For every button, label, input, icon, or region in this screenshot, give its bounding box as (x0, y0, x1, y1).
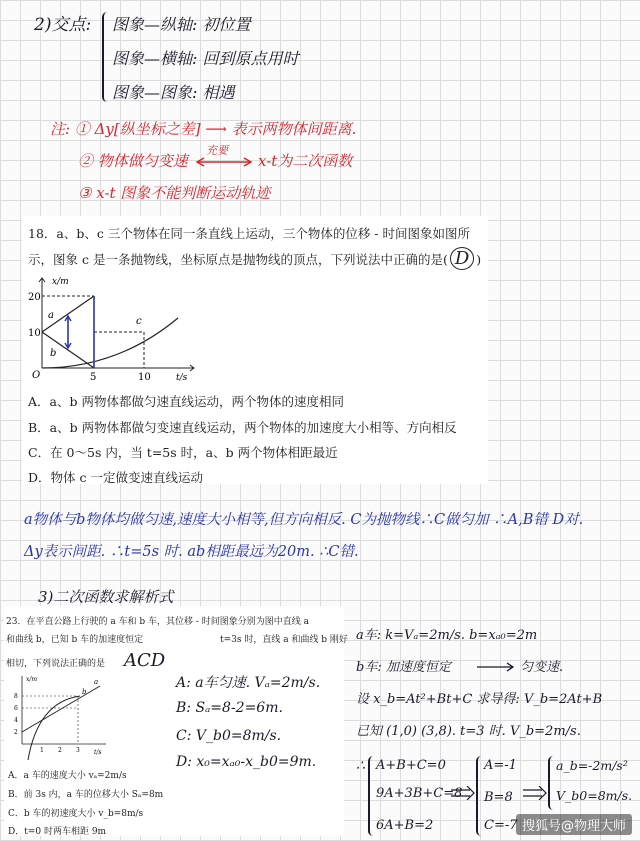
q18-option-b: B．a、b 两物体都做匀变速直线运动，两个物体的加速度大小相等、方向相反 (28, 420, 457, 435)
q23-system-eq-1: A+B+C=0 (376, 758, 446, 773)
q23-right-l4: 已知 (1,0) (3,8). t=3 时. V_b=2m/s. (356, 724, 581, 739)
q23-option-d: D．t=0 时两车相距 9m (8, 827, 107, 837)
watermark: 搜狐号@物理大师 (516, 814, 632, 835)
q18-xt-graph (28, 272, 200, 384)
red-note-3: ③ x-t 图象不能判断运动轨迹 (78, 184, 271, 202)
q23-stem-line-2: 和曲线 b，已知 b 车的加速度恒定 (6, 635, 144, 645)
q18-stem-line-2 (28, 248, 481, 269)
q18-option-c: C．在 0～5s 内，当 t=5s 时，a、b 两个物体相距最近 (28, 445, 338, 460)
q18-xtick-10: 10 (138, 372, 151, 383)
q23-ytick-2: 2 (14, 729, 18, 736)
q18-ytick-20: 20 (28, 292, 41, 303)
q23-system-eq-2: 9A+3B+C=8 (376, 786, 463, 801)
q23-final-accel: a_b=-2m/s² (556, 758, 628, 773)
q23-therefore: ∴ (356, 758, 365, 774)
q23-work-d: D: x₀=xₐ₀-x_b0=9m. (176, 754, 317, 770)
q23-option-c: C．b 车的初速度大小 v_b=8m/s (8, 809, 144, 819)
q18-option-d: D．物体 c 一定做变速直线运动 (28, 470, 203, 485)
note-line-1: 图象—纵轴: 初位置 (112, 15, 251, 34)
q23-implies-arrow-2 (522, 786, 548, 800)
q23-ytick-8: 8 (14, 693, 18, 700)
q23-label-a: a (94, 678, 99, 686)
q23-ytick-4: 4 (14, 717, 18, 724)
intersection-label: 2)交点: (34, 15, 92, 35)
q18-stem-end: ) (476, 252, 482, 267)
red-note-1: 注: ① Δy[纵坐标之差] ⟶ 表示两物体间距离. (50, 120, 357, 138)
q23-work-a: A: a车匀速. Vₐ=2m/s. (176, 675, 321, 691)
q23-system-eq-3: 6A+B=2 (376, 818, 434, 833)
q18-analysis-1: a物体与b物体均做匀速,速度大小相等,但方向相反. C为抛物线∴C做匀加 ∴A,B错 D对. (24, 512, 584, 528)
q18-origin: O (32, 370, 41, 381)
note-line-3: 图象—图象: 相遇 (112, 83, 235, 102)
red-note-2a: ② 物体做匀变速 (78, 152, 188, 170)
q18-xtick-5: 5 (90, 372, 97, 383)
q23-xlabel: t/s (94, 749, 102, 756)
q18-xlabel: t/s (176, 373, 188, 383)
q23-final-v0: V_b0=8m/s. (556, 788, 633, 803)
q23-result-a: A=-1 (484, 758, 517, 773)
q18-ytick-10: 10 (28, 328, 41, 339)
equivalence-arrow (196, 156, 254, 168)
q18-label-c: c (136, 316, 142, 327)
q18-stem-line-1: 18．a、b、c 三个物体在同一条直线上运动，三个物体的位移 - 时间图象如图所 (28, 226, 471, 241)
q23-right-l3: 设 x_b=At²+Bt+C 求导得: V_b=2At+B (356, 692, 603, 707)
q23-option-b: B．前 3s 内，a 车的位移大小 Sₐ=8m (8, 790, 164, 800)
q23-xtick-3: 3 (76, 747, 80, 754)
q23-label-b: b (82, 688, 87, 696)
q23-xt-graph (8, 672, 112, 760)
q23-right-l2a: b车: 加速度恒定 (356, 660, 451, 675)
q23-right-l2b: 匀变速. (520, 660, 564, 675)
q23-right-l1: a车: k=Vₐ=2m/s. b=xₐ₀=2m (356, 628, 538, 643)
note-line-2: 图象—横轴: 回到原点用时 (112, 49, 299, 68)
q18-stem-text: 示，图象 c 是一条抛物线，坐标原点是抛物线的顶点，下列说法中正确的是( (28, 252, 448, 267)
q23-option-a: A．a 车的速度大小 vₐ=2m/s (8, 771, 127, 781)
q18-label-b: b (50, 348, 57, 359)
section-quadratic-label: 3)二次函数求解析式 (38, 588, 174, 606)
q18-label-a: a (48, 310, 54, 321)
q23-result-c: C=-7 (484, 818, 518, 833)
q23-work-c: C: V_b0=8m/s. (176, 728, 282, 744)
q18-option-a: A．a、b 两物体都做匀速直线运动，两个物体的速度相同 (28, 394, 344, 409)
q23-stem-line-1: 23．在平直公路上行驶的 a 车和 b 车，其位移 - 时间图象分别为图中直线 a (6, 617, 310, 627)
red-note-2c: x-t为二次函数 (258, 152, 353, 170)
q23-result-b: B=8 (484, 790, 513, 805)
q23-stem-line-3: 相切，下列说法正确的是 (6, 659, 106, 669)
q23-ytick-6: 6 (14, 705, 18, 712)
q18-ylabel: x/m (52, 277, 69, 287)
q23-xtick-2: 2 (58, 747, 62, 754)
q18-analysis-2: Δy表示间距. ∴t=5s 时. ab相距最远为20m. ∴C错. (24, 544, 359, 560)
q23-work-b: B: Sₐ=8-2=6m. (176, 700, 283, 716)
q23-implies-arrow (450, 786, 476, 800)
note-brace (102, 12, 112, 102)
q23-stem-line-2b: t=3s 时，直线 a 和曲线 b 刚好 (220, 635, 348, 645)
red-note-2b: 充要 (206, 144, 228, 157)
q23-right-arrow (476, 662, 516, 672)
q23-answer: ACD (124, 650, 166, 671)
q23-ylabel: x/m (26, 676, 38, 683)
q18-answer: D (450, 247, 474, 270)
q23-xtick-1: 1 (40, 747, 44, 754)
